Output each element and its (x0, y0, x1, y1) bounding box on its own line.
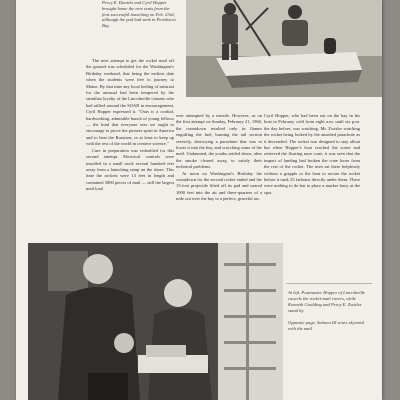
article-column-1 (86, 58, 174, 193)
caption-paragraph: At left, Postmaster Hopper of Lincolnville cancels the rocket-mail covers, while Kenneth Goulding and Percy E. Zwisler stand by. (288, 290, 366, 313)
paragraph: The next attempt to get the rocket mail off the ground was scheduled for the Washington's Birthday weekend, that being the earliest date when the students were free to journey to Maine. By that time any local feeling of mistrust for the unusual had been tempered by the steadfast loyalty of the Lincolnville citizens who had rallied around the SOAR in encouragement. Cyril Hopper expressed it. "Ours is a cordial, hardworking, admirable bunch of young fellows — the kind that everyone sees we ought to encourage to prove the pioneer spirit in America and to beat the Russians, or at least to keep up with the rest of the world in creative science." (86, 58, 174, 147)
paragraph: Cyril Hopper, who had been out on the bay in his boat in February cold from eight a.m. until six p.m. the day before, was watching. Mr. Zwisler watching the rocket being looked by the attached parachute as it descended. The rocket was designed to stay afloat but when Hopper's boat reached the scene and retrieved the floating nose cone, it was seen that the impact of landing had broken the cone loose from the rest of the rocket. The men sat there helplessly without a grapple or the boat to secure the rocket before it sank 25 fathoms directly under them. There were nothing to do but to place a marker buoy at the spot. (264, 113, 360, 195)
photo-men-with-rocket-boat (186, 0, 382, 97)
photo-postmaster-cancelling-mail-image (28, 243, 283, 400)
caption-paragraph: Opposite page, Salmon III soars skyward with the mail (288, 320, 364, 331)
paragraph: Care in preparation was redoubled for this second attempt. Electrical controls were installed in a small truck several hundred feet away from a launching ramp on the shore. This time the rockets were 13 feet in length and contained 3000 pieces of mail — still the largest mail load (86, 147, 174, 192)
paragraph: At noon on Washington's Birthday the countdown for the second rocket ended and the 13-foot projectile lifted off its pad and soared 1000 feet into the air and three-quarters of a mile out over the bay to a perfect, graceful arc. (176, 170, 262, 202)
magazine-page (16, 0, 382, 400)
top-photo-caption: Percy E. Daniels and Cyril Hopper brought home the new seats from the first successful launching on Feb. 23rd, although the pad had sank in Penobscot Bay. (102, 0, 176, 29)
caption-divider (286, 283, 372, 284)
paragraph: ever attempted by a missile. However, as on the first attempt on Sunday, February 21, 1960, the countdown resulted only in flames engulfing the fuel, burning the tail section severely, destroying a parachute that was to lower it into the bay, and scorching some of the mail. Undaunted, the youths settled down, after the smoke cleared away, to satisfy their technical problems. (176, 113, 262, 170)
photo-men-with-rocket-boat-image (186, 0, 382, 97)
article-column-2 (176, 113, 262, 203)
bottom-photo-caption (288, 290, 372, 338)
article-column-3 (264, 113, 360, 196)
photo-postmaster-cancelling-mail (28, 243, 283, 400)
